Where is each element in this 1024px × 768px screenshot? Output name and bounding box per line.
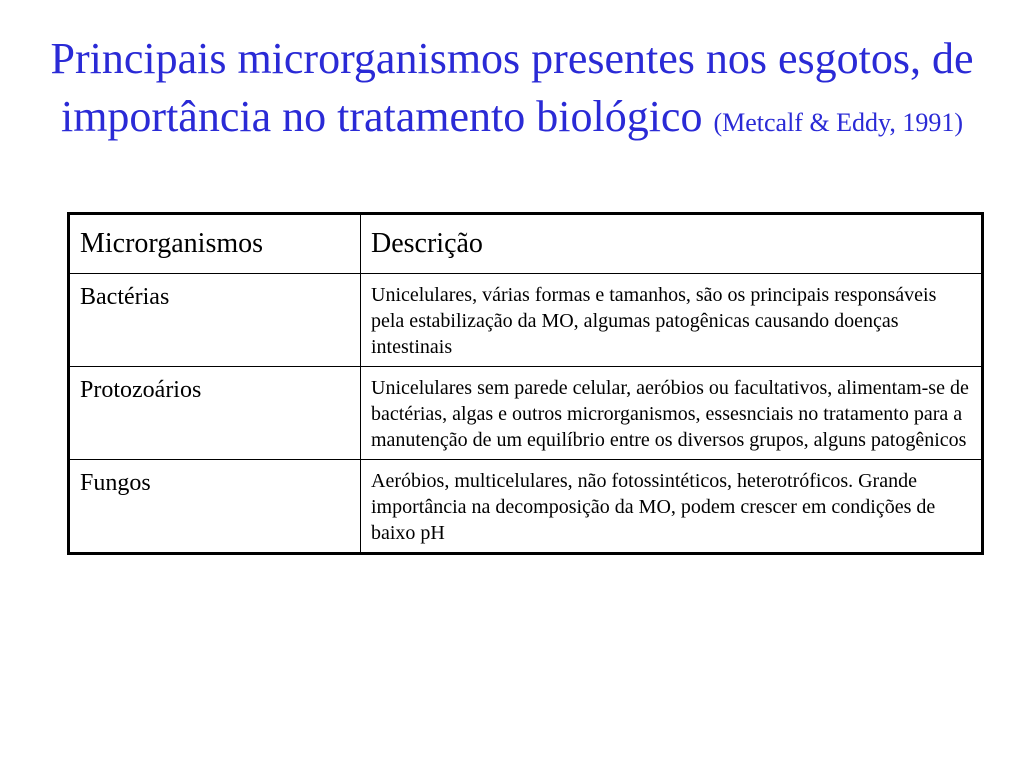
table-row-fungos: [69, 460, 983, 554]
slide-citation: (Metcalf & Eddy, 1991): [713, 108, 964, 137]
slide-title: [40, 30, 984, 152]
table-header-row: [69, 214, 983, 274]
cell-description: Unicelulares, várias formas e tamanhos, são os principais responsáveis pela estabilização da MO, algumas patogênicas causando doenças intestinais: [361, 274, 983, 367]
cell-organism: Bactérias: [69, 274, 361, 367]
slide-title-text: Principais microrganismos presentes nos esgotos, de importância no tratamento biológico: [50, 34, 974, 141]
microorganisms-table: [67, 212, 984, 555]
table-row-protozoarios: [69, 367, 983, 460]
microorganisms-table-container: [67, 212, 984, 555]
cell-organism: Protozoários: [69, 367, 361, 460]
cell-description: Unicelulares sem parede celular, aeróbios ou facultativos, alimentam-se de bactérias, algas e outros microrganismos, essesnciais no tratamento para a manutenção de um equilíbrio entre os diversos grupos, alguns patogênicos: [361, 367, 983, 460]
header-descricao: Descrição: [361, 214, 983, 274]
header-microrganismos: Microrganismos: [69, 214, 361, 274]
cell-description: Aeróbios, multicelulares, não fotossintéticos, heterotróficos. Grande importância na decomposição da MO, podem crescer em condições de baixo pH: [361, 460, 983, 554]
cell-organism: Fungos: [69, 460, 361, 554]
table-row-bacterias: [69, 274, 983, 367]
